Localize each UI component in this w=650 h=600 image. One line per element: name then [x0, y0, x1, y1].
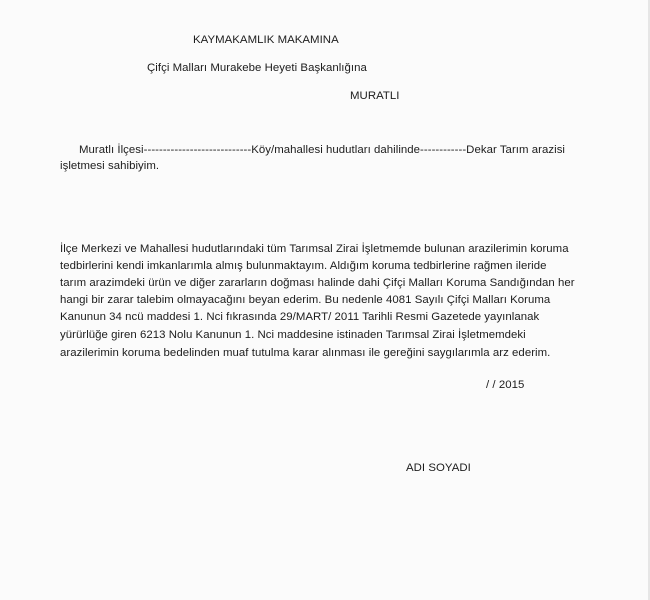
- addressee-authority: KAYMAKAMLIK MAKAMINA: [193, 34, 339, 46]
- addressee-committee: Çifçi Malları Murakebe Heyeti Başkanlığına: [147, 62, 367, 74]
- body-line-7: arazilerimin koruma bedelinden muaf tutulma karar alınması ile gereğini saygılarımla arz ederim.: [60, 347, 551, 359]
- addressee-district: MURATLI: [350, 90, 400, 102]
- body-line-6: yürürlüğe giren 6213 Nolu Kanunun 1. Nci maddesine istinaden Tarımsal Zirai İşletmemdeki: [60, 329, 526, 341]
- body-line-3: tarım arazimdeki ürün ve diğer zararların doğması halinde dahi Çifçi Malları Koruma Sandığından her: [60, 277, 575, 289]
- signature-label: ADI SOYADI: [406, 462, 471, 474]
- date-line: / / 2015: [486, 379, 525, 391]
- body-line-2: tedbirlerini kendi imkanlarımla almış bulunmaktayım. Aldığım koruma tedbirlerine rağmen ileride: [60, 260, 547, 272]
- intro-line-1: Muratlı İlçesi----------------------------Köy/mahallesi hudutları dahilinde------------Dekar Tarım arazisi: [79, 144, 566, 156]
- body-line-5: Kanunun 34 ncü maddesi 1. Nci fıkrasında 29/MART/ 2011 Tarihli Resmi Gazetede yayınlanak: [60, 311, 540, 323]
- body-line-4: hangi bir zarar talebim olmayacağını beyan ederim. Bu nedenle 4081 Sayılı Çifçi Malları Koruma: [60, 294, 551, 306]
- intro-line-2: işletmesi sahibiyim.: [60, 160, 160, 172]
- body-line-1: İlçe Merkezi ve Mahallesi hudutlarındaki tüm Tarımsal Zirai İşletmemde bulunan arazilerimin koruma: [60, 243, 569, 255]
